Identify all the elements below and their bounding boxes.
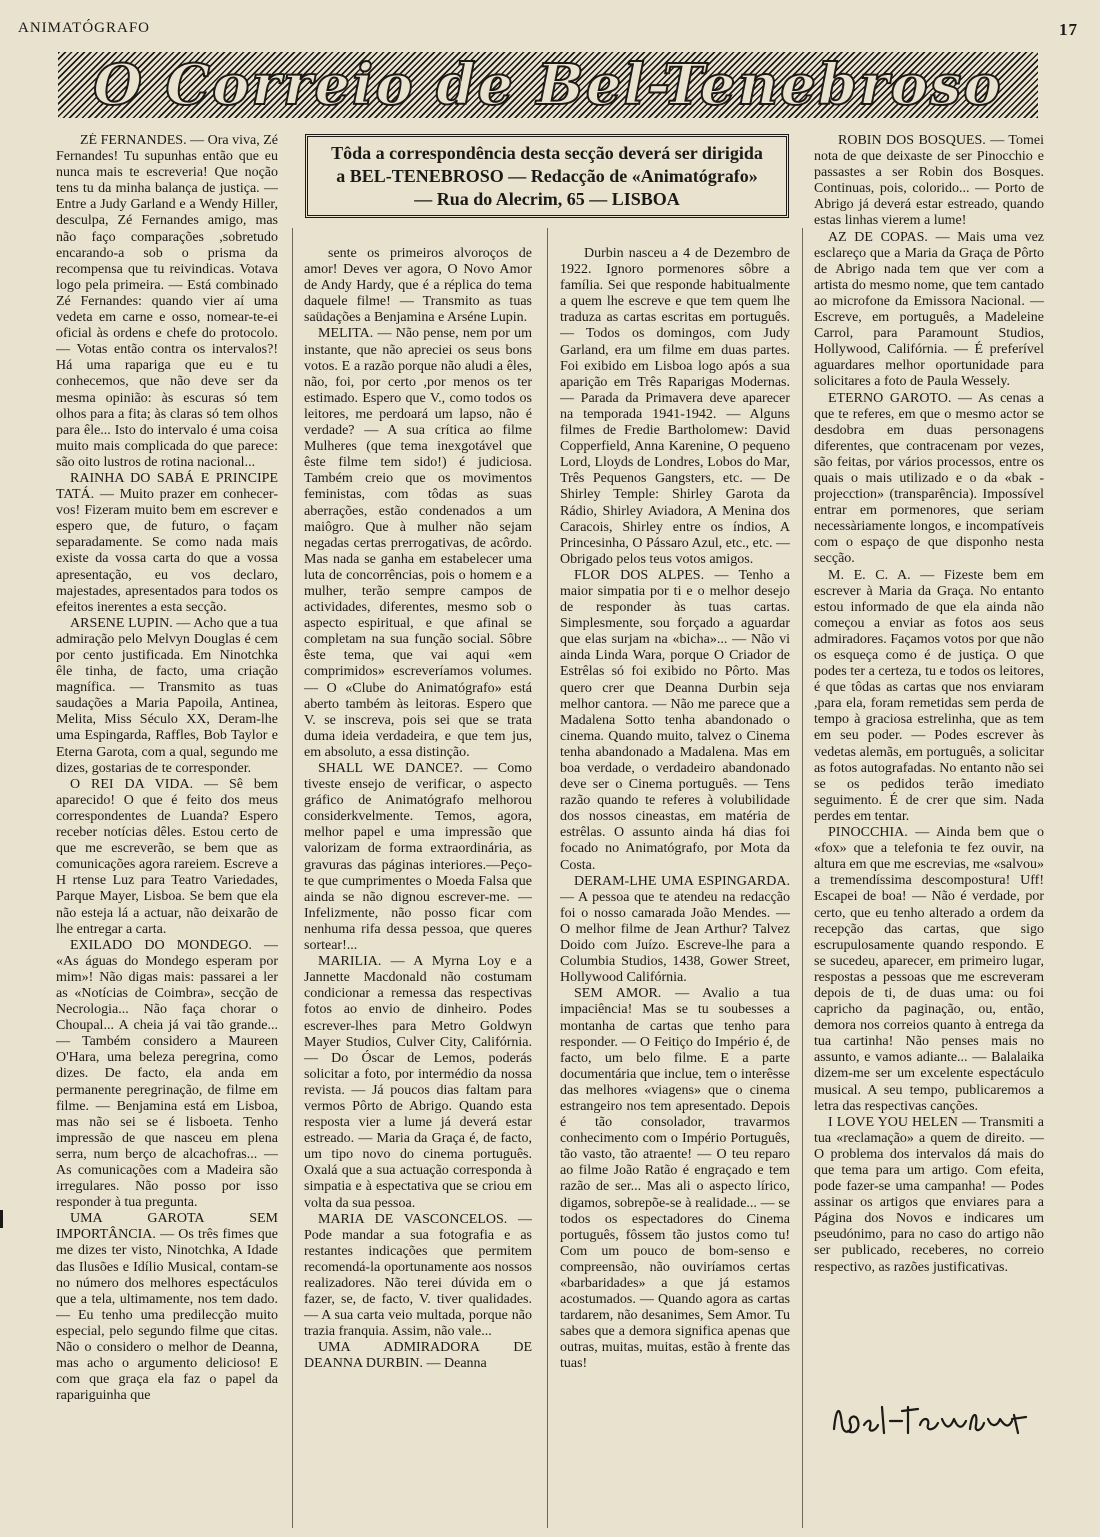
page-header: [18, 20, 1078, 42]
notice-line-3: — Rua do Alecrim, 65 — LISBOA: [414, 188, 680, 209]
reply-paragraph: MARIA DE VASCONCELOS. — Pode mandar a sua fotografia e as restantes indicações que permitem recomendá-la oportunamente aos nossos realizadores. Não terei dúvida em o fazer, se, de facto, V. tiver qualidades. — A sua carta veio multada, porque não trazia franquia. Assim, não vale...: [304, 1211, 532, 1340]
reply-paragraph: PINOCCHIA. — Ainda bem que o «fox» que a telefonia te fez ouvir, na altura em que me escrevias, me «salvou» a tremendíssima descompostura! Uff! Escapei de boa! — Não é verdade, por certo, que eu tenho alterado a ordem da recepção das cartas, que sigo escrupulosamente quando respondo. E se sucedeu, aparecer, em primeiro lugar, respostas a pessoas que me escreveram depois de ti, de duas uma: ou foi capricho da paginação, ou, então, demora nos correios quanto à entrega da tua cartinha! Não penses mais no assunto, e vamos adiante... — Balalaika dizem-me ser um excelente espectáculo musical. A seu tempo, publicaremos a letra das respectivas canções.: [814, 825, 1044, 1114]
margin-mark: [0, 1210, 3, 1228]
text-column-2: [304, 246, 532, 1526]
magazine-name: ANIMATÓGRAFO: [18, 20, 151, 36]
reply-paragraph: FLOR DOS ALPES. — Tenho a maior simpatia por ti e o melhor desejo de responder às tuas cartas. Simplesmente, sou forçado a aguardar que elas surjam na «bicha»... — Não vi ainda Linda Wara, porque O Criador de Estrêlas só foi exibido no Pôrto. Mas quero crer que Deanna Durbin seja melhor cantora. — Não me parece que a Madalena Sotto tenha abandonado o cinema. Quando muito, talvez o Cinema tenha abandonado a Madalena. Mas em boa verdade, o verdadeiro abandonado deve ser o Cinema português. — Tens razão quando te referes à volubilidade dos nossos cineastas, em matéria de estrêlas. O assunto ainda há dias foi focado no Animatógrafo, por Mota da Costa.: [560, 567, 790, 873]
reply-paragraph: SHALL WE DANCE?. — Como tiveste ensejo de verificar, o aspecto gráfico de Animatógrafo melhorou considerkvelmente. Temos, agora, melhor papel e uma impressão que valorizam de forma extraordinária, as gravuras das páginas interiores.—Peço-te que cumprimentes o Moeda Falsa que ainda se não dignou escrever-me. — Infelizmente, não posso ficar com nenhuma rifa dessa pessoa, que queres sortear!...: [304, 761, 532, 954]
reply-paragraph: sente os primeiros alvoroços de amor! Deves ver agora, O Novo Amor de Andy Hardy, que é a réplica do tema daquele filme! — Transmito as tuas saüdações a Benjamina e Arséne Lupin.: [304, 246, 532, 326]
banner-title: O Correio de Bel-Tenebroso: [93, 52, 1003, 118]
reply-paragraph: O REI DA VIDA. — Sê bem aparecido! O que é feito dos meus correspondentes de Luanda? Espero receber notícias dêles. Estou certo de que me escreverão, se bem que as comunicações agora rareiem. Escreve a H rtense Luz para Teatro Variedades, Parque Mayer, Lisboa. Se bem que ela não esteja lá a actuar, não deixarão de lhe entregar a carta.: [56, 776, 278, 937]
reply-paragraph: ETERNO GAROTO. — As cenas a que te referes, em que o mesmo actor se desdobra em duas personagens diferentes, que contracenam por vezes, são feitas, por vários processos, entre os quais o mais utilizado e o da «bak - projecction» (transparência). Impossível entrar em pormenores, que seriam necessàriamente longos, e incompatíveis com o espaço de que disponho nesta secção.: [814, 390, 1044, 567]
text-column-3: [560, 246, 790, 1526]
reply-paragraph: DERAM-LHE UMA ESPINGARDA. — A pessoa que te atendeu na redacção foi o nosso camarada João Mendes. — O melhor filme de Jean Arthur? Talvez Doido com Juízo. Escreve-lhe para a Columbia Studios, 1438, Gower Street, Hollywood Califórnia.: [560, 873, 790, 986]
reply-paragraph: SEM AMOR. — Avalio a tua impaciência! Mas se tu soubesses a montanha de cartas que tenho para responder. — O Feitiço do Império é, de facto, um belo filme. E a parte documentária que inclue, tem o interêsse das melhores «viagens» que o cinema estrangeiro nos tem apresentado. Depois é tão consolador, travarmos conhecimento com o Império Português, tão vasto, tão atraente! — O teu reparo ao filme João Ratão é engraçado e tem razão de ser... Mas ali o aspecto lírico, digamos, sobrepõe-se à realidade... — se todos os espectadores do Cinema português, fôssem tão justos como tu! Com um pouco de bom-senso e compreensão, não ouviríamos certas «barbaridades» a que já estamos acostumados. — Quando agora as cartas tardarem, não desanimes, Sem Amor. Tu sabes que a demora significa apenas que outras, muitas, muitas, estão à frente das tuas!: [560, 986, 790, 1372]
reply-paragraph: ZÉ FERNANDES. — Ora viva, Zé Fernandes! Tu supunhas então que eu nunca mais te escreveria! Que noção tens tu da minha balança de justiça. — Entre a Judy Garland e a Wendy Hiller, desculpa, Zé Fernandes amigo, mas não faço comparações ,sobretudo encarando-a sob o prisma da recompensa que tu reivindicas. Votava logo pela primeira. — Está combinado Zé Fernandes: quando vier aí uma vedeta em carne e osso, nomear-te-ei oficial às ordens e chefe do protocolo. — Votas então contra os intervalos?! Há uma rapariga que eu e tu conhecemos, que não deve ser da mesma opinião: às escuras só tem olhos para a fita; às claras só tem olhos para êle... Isto do intervalo é uma coisa muito mais complicada do que parece: são oito lustros de rotina nacional...: [56, 133, 278, 470]
reply-paragraph: MELITA. — Não pense, nem por um instante, que não apreciei os seus bons votos. E a razão porque não aludi a êles, não, foi, por certo ,por menos os ter estimado. Espero que V., como todos os leitores, me perdoará um lapso, não é verdade? — A sua crítica ao filme Mulheres (que tema inexgotável que êste filme tem sido!) é judiciosa. Também creio que os movimentos feministas, com tôdas as suas aberrações, estão condenados a um maiôgro. Que à mulher não sejam negadas certas prerrogativas, de acôrdo. Mas nada se ganha em estabelecer uma luta de concorrências, pois o homem e a mulher, terão sempre campos de actividades, diferentes, mesmo sob o aspecto espiritual, e que afinal se completam na sua função social. Sôbre êste tema, que vai aqui «em comprimidos» escreveríamos volumes. — O «Clube do Animatógrafo» está aberto também às leitoras. Espero que V. se inscreva, pois sei que se trata duma ideia verdadeira, e que tem jus, em absoluto, a essa distinção.: [304, 326, 532, 760]
reply-paragraph: ROBIN DOS BOSQUES. — Tomei nota de que deixaste de ser Pinocchio e passastes a ser Robin dos Bosques. Continuas, pois, colorido... — Porto de Abrigo já deverá estar estreado, quando estas linhas vierem a lume!: [814, 133, 1044, 229]
reply-paragraph: MARILIA. — A Myrna Loy e a Jannette Macdonald não costumam condicionar a remessa das respectivas fotos ao envio de dinheiro. Podes escrever-lhes para Metro Goldwyn Mayer Studios, Culver City, Califórnia. — Do Óscar de Lemos, poderás solicitar a foto, por intermédio da nossa revista. — Já poucos dias faltam para vermos Pôrto de Abrigo. Quando esta resposta vier a lume já deverá estar estreado. — Maria da Graça é, de facto, um tipo novo do cinema português. Oxalá que a sua actuação corresponda à simpatia e à espectativa que se criou em volta da sua pessoa.: [304, 954, 532, 1211]
reply-paragraph: Durbin nasceu a 4 de Dezembro de 1922. Ignoro pormenores sôbre a família. Sei que responde habitualmente a quem lhe escreve e que tem quem lhe traduza as cartas escritas em português. — Todos os domingos, com Judy Garland, era um filme em duas partes. Foi exibido em Lisboa logo após a sua aparição em Três Raparigas Modernas. — Parada da Primavera deve aparecer na temporada 1941-1942. — Alguns filmes de Fredie Bartholomew: David Copperfield, Anna Karenine, O pequeno Lord, Lloyds de Londres, Lobos do Mar, Três Pequenos Gangsters, etc. — De Shirley Temple: Shirley Garota da Rádio, Shirley Aviadora, A Menina dos Caracois, Shirley entre os índios, A Princesinha, O Pássaro Azul, etc., etc. — Obrigado pelos teus votos amigos.: [560, 246, 790, 567]
column-divider: [547, 228, 548, 1528]
reply-paragraph: EXILADO DO MONDEGO. — «As águas do Mondego esperam por mim»! Não digas mais: passarei a ler as «Notícias de Coimbra», secção de Necrologia... Não faça chorar o Choupal... A cheia já vai tão grande... — Também considero a Maureen O'Hara, uma beleza peregrina, como dizes. De facto, ela anda em permanente peregrinação, de filme em filme. — Benjamina está em Lisboa, mas não sei se é lisboeta. Tenho impressão de que nasceu em plena serra, num berço de alcachofras... — As comunicações com a Madeira são irregulares. Não posso por isso responder à tua pregunta.: [56, 937, 278, 1211]
reply-paragraph: UMA GAROTA SEM IMPORTÂNCIA. — Os três fimes que me dizes ter visto, Ninotchka, A Idade das Ilusões e Idílio Musical, contam-se no número dos melhores espectáculos que a tela, ultimamente, nos tem dado. — Eu tenho uma predilecção muito especial, pelo segundo filme que citas. Não o considero o melhor de Deanna, mas acho o argumento delicioso! E com que graça ela faz o papel da rapariguinha que: [56, 1211, 278, 1404]
page-number: 17: [1059, 20, 1078, 39]
reply-paragraph: I LOVE YOU HELEN — Transmiti a tua «reclamação» a quem de direito. — O problema dos intervalos dá mais do que tema para um artigo. Com efeita, pode fazer-se uma campanha! — Podes assinar os artigos que enviares para a Página dos Novos e indicares um pseudónimo, para no caso do artigo não ser publicado, receberes, no correio respectivo, as razões justificativas.: [814, 1114, 1044, 1275]
reply-paragraph: M. E. C. A. — Fizeste bem em escrever à Maria da Graça. No entanto estou informado de que ela ainda não começou a enviar as fotos aos seus admiradores. Façamos votos por que não os esqueça como é de justiça. O que podes ter a certeza, tu e todos os leitores, é que tôdas as cartas que nos enviaram ,para ela, foram remetidas sem perda de tempo à graciosa estrelinha, que as tem em seu poder. — Podes escrever às vedetas alemãs, em português, a solicitar as fotos autografadas. No entanto não sei se os pedidos terão imediato seguimento. É de crer que sim. Nada perdes em tentar.: [814, 567, 1044, 824]
handwritten-signature: [826, 1395, 1036, 1445]
reply-paragraph: UMA ADMIRADORA DE DEANNA DURBIN. — Deanna: [304, 1340, 532, 1372]
reply-paragraph: AZ DE COPAS. — Mais uma vez esclareço que a Maria da Graça de Pôrto de Abrigo nada tem que ver com a artista do mesmo nome, que tem cantado ao microfone da Emissora Nacional. — Escreve, em português, a Madeleine Carrol, para Paramount Studios, Hollywood, Califórnia. — É preferível aguardares melhor oportunidade para solicitares a foto de Paula Wessely.: [814, 229, 1044, 390]
section-banner: [58, 52, 1038, 118]
reply-paragraph: ARSENE LUPIN. — Acho que a tua admiração pelo Melvyn Douglas é cem por cento justificada. Em Ninotchka êle tinha, de facto, uma criação magnífica. — Transmito as tuas saudações a Maria Papoila, Antinea, Melita, Miss Século XX, Deram-lhe uma Espingarda, Raffles, Bob Taylor e Eterna Garota, com a qual, segundo me dizes, gostarias de te corresponder.: [56, 615, 278, 776]
signature-scrawl-icon: [826, 1395, 1036, 1445]
notice-line-1: Tôda a correspondência desta secção deverá ser dirigida: [331, 142, 763, 163]
text-column-4: [814, 133, 1044, 1393]
notice-line-2: a BEL-TENEBROSO — Redacção de «Animatógrafo»: [336, 165, 758, 186]
column-divider: [802, 228, 803, 1528]
reply-paragraph: RAINHA DO SABÁ E PRINCIPE TATÁ. — Muito prazer em conhecer-vos! Fizeram muito bem em escrever e espero que, de futuro, o façam separadamente. Se como nada mais existe da vossa carta do que a vossa apresentação, eu vos declaro, majestades, apresentados para todos os efeitos inerentes a esta secção.: [56, 470, 278, 615]
text-column-1: [56, 133, 278, 1523]
correspondence-notice: [305, 134, 789, 218]
column-divider: [292, 228, 293, 1528]
